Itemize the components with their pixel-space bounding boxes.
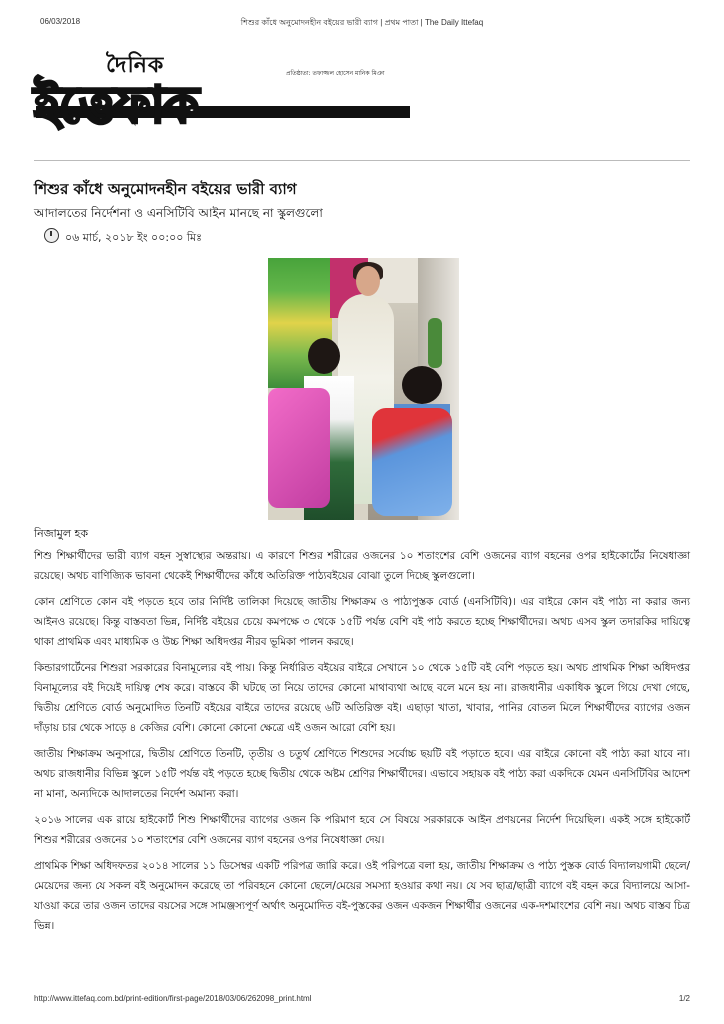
- article-paragraph: কিন্ডারগার্টেনের শিশুরা সরকারের বিনামূল্যের বই পায়। কিন্তু নির্ধারিত বইয়ের বাইরে সেখানে ১০ থেকে ১৫টি বই বেশি পড়তে হয়। অথচ প্রাথমিক শিক্ষা অধিদপ্তর বিনামূল্যের বই দিয়েই দায়িত্ব শেষ করে। বাস্তবে কী ঘটছে তা নিয়ে তাদের কোনো মাথাব্যথা আছে বলে মনে হয় না। রাজধানীর একাধিক স্কুলে গিয়ে দেখা গেছে, দ্বিতীয় শ্রেণিতে বোর্ড অনুমোদিত তিনটি বইয়ের বাইরে তাদের রয়েছে ৬টি অতিরিক্ত বই। এছাড়া খাতা, খাবার, পানির বোতল মিলে শিক্ষার্থীদের ব্যাগের ওজন দাঁড়ায় চার থেকে সাড়ে ৪ কেজির বেশি। কোনো কোনো ক্ষেত্রে এই ওজন আরো বেশি হয়।: [34, 662, 690, 734]
- print-url: http://www.ittefaq.com.bd/print-edition/first-page/2018/03/06/262098_print.html: [34, 994, 312, 1003]
- photo-blue-schoolbag: [372, 408, 452, 516]
- article-paragraph: শিশু শিক্ষার্থীদের ভারী ব্যাগ বহন সুস্বাস্থ্যের অন্তরায়। এ কারণে শিশুর শরীরের ওজনের ১০ শতাংশের বেশি ওজনের ব্যাগ বহনের ওপর হাইকোর্টের নিষেধাজ্ঞা রয়েছে। অথচ বাণিজ্যিক ভাবনা থেকেই শিক্ষার্থীদের কাঁধে অতিরিক্ত পাঠ্যবইয়ের বোঝা তুলে দিচ্ছে স্কুলগুলো।: [34, 550, 690, 582]
- print-page-title: শিশুর কাঁধে অনুমোদনহীন বইয়ের ভারী ব্যাগ | প্রথম পাতা | The Daily Ittefaq: [240, 18, 484, 27]
- photo-woman-head: [356, 266, 380, 296]
- article-paragraph: প্রাথমিক শিক্ষা অধিদফতর ২০১৪ সালের ১১ ডিসেম্বর একটি পরিপত্র জারি করে। ওই পরিপত্রে বলা হয়, জাতীয় শিক্ষাক্রম ও পাঠ্য পুস্তক বোর্ড বিদ্যালয়গামী ছেলে/মেয়েদের জন্য যে সকল বই অনুমোদন করেছে তা পরিবহনে কোনো ছেলে/মেয়ের সমস্যা হওয়ার কথা নয়। যে সব ছাত্র/ছাত্রী ব্যাগে বই বহন করে বিদ্যালয়ে আসা-যাওয়া করে তার ওজন তাদের বয়সের সঙ্গে সামঞ্জস্যপূর্ণ অর্থাৎ অনুমোদিত বই-পুস্তকের ওজন একজন শিক্ষার্থীর ওজনের এক-দশমাংশের বেশি নয়। অথচ বাস্তব চিত্র ভিন্ন।: [34, 860, 690, 932]
- print-date: 06/03/2018: [40, 17, 81, 26]
- masthead-dainik: দৈনিক: [106, 53, 165, 78]
- page-number: 1/2: [678, 994, 690, 1003]
- clock-icon: [44, 228, 59, 243]
- masthead-logo: [34, 48, 419, 143]
- header-divider: [34, 160, 690, 161]
- article-paragraph: কোন শ্রেণিতে কোন বই পড়তে হবে তার নির্দিষ্ট তালিকা দিয়েছে জাতীয় শিক্ষাক্রম ও পাঠ্যপুস্তক বোর্ড (এনসিটিবি)। এর বাইরে কোন বই পাঠ্য না করার জন্য আইনও রয়েছে। কিন্তু বাস্তবতা ভিন্ন, নির্দিষ্ট বইয়ের চেয়ে কমপক্ষে ৩ থেকে ১৫টি পর্যন্ত বেশি বই পাঠ করতে হচ্ছে শিক্ষার্থীদের। অথচ এসব স্কুল তদারকির দায়িত্বে থাকা প্রাথমিক এবং মাধ্যমিক ও উচ্চ শিক্ষা অধিদপ্তর নীরব ভূমিকা পালন করছে।: [34, 596, 690, 648]
- article-subhead: আদালতের নির্দেশনা ও এনসিটিবি আইন মানছে না স্কুলগুলো: [34, 206, 323, 220]
- masthead-ittefaq: ইত্তেফাক: [34, 76, 198, 134]
- photo-pink-schoolbag: [268, 388, 330, 508]
- article-date: ০৬ মার্চ, ২০১৮ ইং ০০:০০ মিঃ: [65, 231, 202, 244]
- photo-boy-head: [402, 366, 442, 404]
- article-byline: নিজামুল হক: [34, 527, 89, 540]
- photo-passerby: [428, 318, 442, 368]
- masthead-founder-line: প্রতিষ্ঠাতা: তফাজ্জল হোসেন মানিক মিঞা: [286, 70, 385, 77]
- article-paragraph: ২০১৬ সালের এক রায়ে হাইকোর্ট শিশু শিক্ষার্থীদের ব্যাগের ওজন কি পরিমাণ হবে সে বিষয়ে সরকারকে আইন প্রণয়নের নির্দেশ দিয়েছিল। একই সঙ্গে হাইকোর্ট শিশুর শরীরের ওজনের ১০ শতাংশের বেশি ওজনের ব্যাগ বহনের ওপর নিষেধাজ্ঞা দেয়।: [34, 814, 690, 846]
- article-dateline: [44, 228, 202, 248]
- print-header: [0, 0, 724, 40]
- article-body: [34, 546, 690, 942]
- article-paragraph: জাতীয় শিক্ষাক্রম অনুসারে, দ্বিতীয় শ্রেণিতে তিনটি, তৃতীয় ও চতুর্থ শ্রেণিতে শিশুদের সর্বোচ্চ ছয়টি বই পড়াতে হবে। এর বাইরে কোনো বই পাঠ্য করা যাবে না। অথচ রাজধানীর বিভিন্ন স্কুলে ১৫টি পর্যন্ত বই পড়তে হচ্ছে দ্বিতীয় থেকে অষ্টম শ্রেণির শিক্ষার্থীদের। এভাবে সহায়ক বই পাঠ্য করা একদিকে যেমন এনসিটিবির আদেশ না মানা, অন্যদিকে আদালতের নির্দেশ অমান্য করা।: [34, 748, 690, 800]
- article-headline: শিশুর কাঁধে অনুমোদনহীন বইয়ের ভারী ব্যাগ: [34, 180, 297, 198]
- photo-girl-head: [308, 338, 340, 374]
- article-photo: [268, 258, 459, 520]
